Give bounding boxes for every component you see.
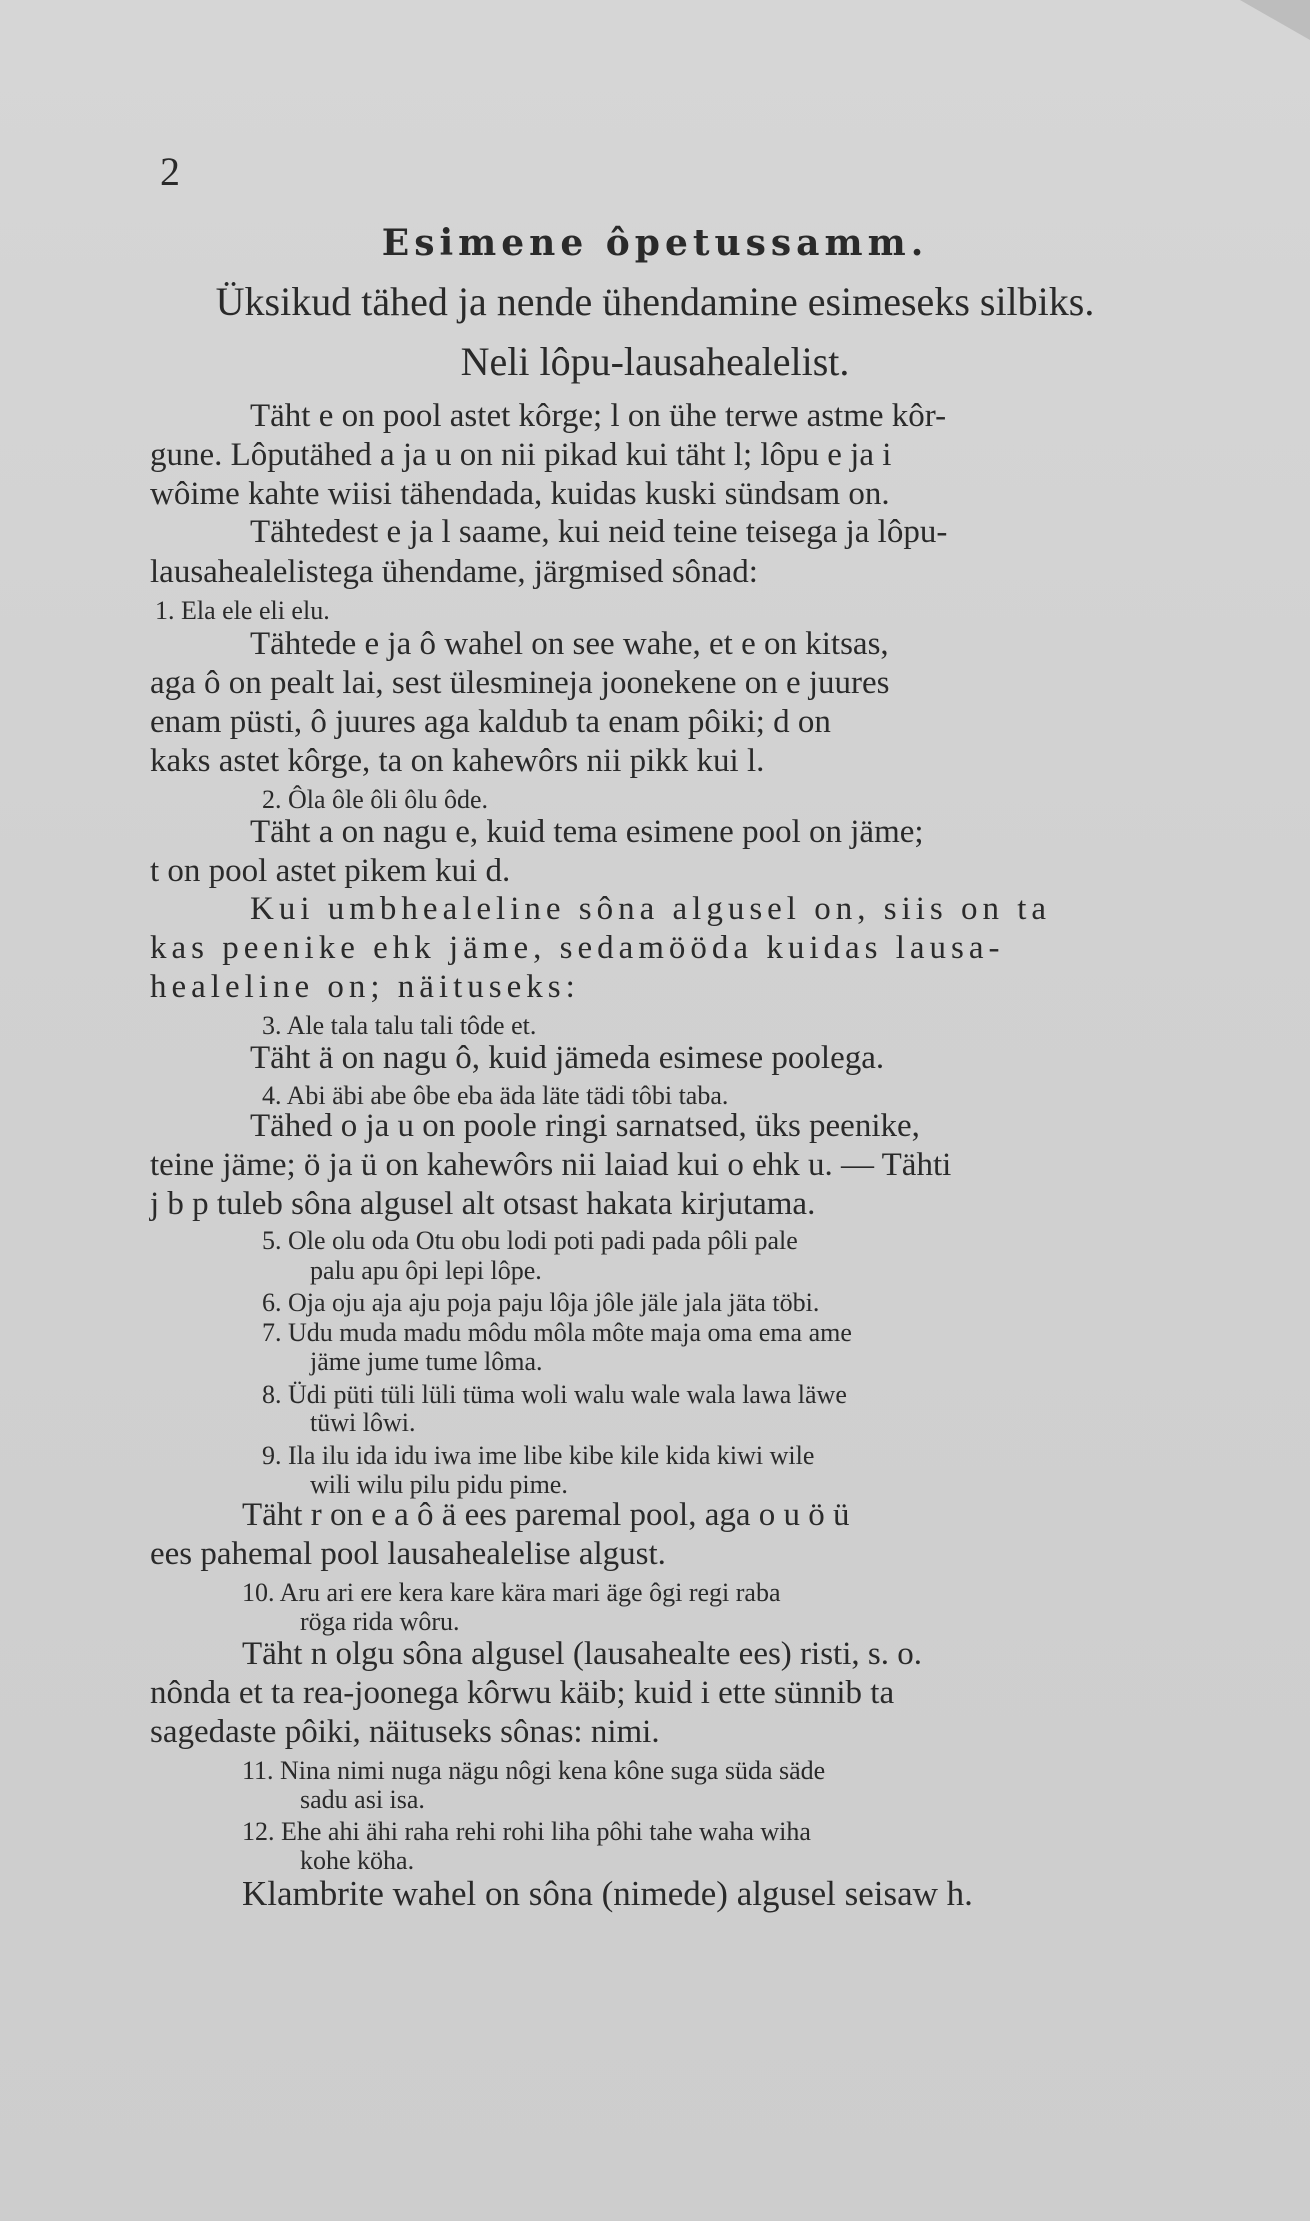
text-line: kas peenike ehk jäme, sedamööda kuidas lausa-: [150, 930, 1005, 966]
text-line: Täht e on pool astet kôrge; l on ühe terwe astme kôr-: [250, 398, 947, 434]
example-line: 3. Ale tala talu tali tôde et.: [262, 1011, 537, 1040]
text-line: t on pool astet pikem kui d.: [150, 853, 511, 889]
text-line: nônda et ta rea-joonega kôrwu käib; kuid i ette sünnib ta: [150, 1675, 895, 1711]
example-line: palu apu ôpi lepi lôpe.: [310, 1256, 542, 1285]
lesson-title: Esimene ôpetussamm.: [381, 222, 929, 264]
example-line: 4. Abi äbi abe ôbe eba äda läte tädi tôbi taba.: [262, 1081, 729, 1110]
text-line: teine jäme; ö ja ü on kahewôrs nii laiad kui o ehk u. — Tähti: [150, 1147, 952, 1183]
example-line: 1. Ela ele eli elu.: [155, 596, 330, 625]
text-line: aga ô on pealt lai, sest ülesmineja joonekene on e juures: [150, 665, 890, 701]
text-line: gune. Lôputähed a ja u on nii pikad kui täht l; lôpu e ja i: [150, 437, 892, 473]
text-line: Tähed o ja u on poole ringi sarnatsed, üks peenike,: [250, 1108, 920, 1144]
text-line: enam püsti, ô juures aga kaldub ta enam pôiki; d on: [150, 704, 831, 740]
page-number: 2: [160, 149, 180, 194]
example-line: sadu asi isa.: [300, 1785, 425, 1814]
example-line: 6. Oja oju aja aju poja paju lôja jôle jäle jala jäta töbi.: [262, 1288, 820, 1317]
text-line: lausahealelistega ühendame, järgmised sônad:: [150, 554, 758, 590]
text-line: Täht ä on nagu ô, kuid jämeda esimese poolega.: [250, 1040, 885, 1076]
example-line: 5. Ole olu oda Otu obu lodi poti padi pada pôli pale: [262, 1226, 798, 1255]
text-line: Täht r on e a ô ä ees paremal pool, aga o u ö ü: [242, 1497, 850, 1533]
example-line: kohe köha.: [300, 1846, 415, 1875]
example-line: 12. Ehe ahi ähi raha rehi rohi liha pôhi tahe waha wiha: [242, 1817, 811, 1846]
text-line: ees pahemal pool lausahealelise algust.: [150, 1536, 666, 1572]
example-line: 7. Udu muda madu môdu môla môte maja oma ema ame: [262, 1318, 852, 1347]
text-line: Tähtedest e ja l saame, kui neid teine teisega ja lôpu-: [250, 514, 948, 550]
text-line: Täht n olgu sôna algusel (lausahealte ees) risti, s. o.: [242, 1636, 922, 1672]
example-line: 11. Nina nimi nuga nägu nôgi kena kône suga süda säde: [242, 1756, 826, 1785]
text-line: Klambrite wahel on sôna (nimede) algusel seisaw h.: [242, 1874, 973, 1913]
example-line: 2. Ôla ôle ôli ôlu ôde.: [262, 785, 489, 814]
lesson-subtitle-2: Neli lôpu-lausahealelist.: [460, 339, 850, 384]
text-line: healeline on; näituseks:: [150, 969, 580, 1005]
example-line: 10. Aru ari ere kera kare kära mari äge ôgi regi raba: [242, 1578, 781, 1607]
example-line: 8. Üdi püti tüli lüli tüma woli walu wale wala lawa läwe: [262, 1380, 847, 1409]
example-line: 9. Ila ilu ida idu iwa ime libe kibe kile kida kiwi wile: [262, 1441, 815, 1470]
lesson-subtitle-1: Üksikud tähed ja nende ühendamine esimeseks silbiks.: [215, 279, 1095, 324]
text-line: sagedaste pôiki, näituseks sônas: nimi.: [150, 1714, 660, 1750]
example-line: wili wilu pilu pidu pime.: [310, 1470, 568, 1499]
example-line: tüwi lôwi.: [310, 1408, 416, 1437]
text-line: wôime kahte wiisi tähendada, kuidas kuski sündsam on.: [150, 476, 890, 512]
text-line: Täht a on nagu e, kuid tema esimene pool on jäme;: [250, 814, 924, 850]
example-line: jäme jume tume lôma.: [310, 1347, 543, 1376]
text-line: Kui umbhealeline sôna algusel on, siis on ta: [250, 891, 1052, 927]
text-line: kaks astet kôrge, ta on kahewôrs nii pikk kui l.: [150, 743, 765, 779]
text-line: Tähtede e ja ô wahel on see wahe, et e on kitsas,: [250, 626, 889, 662]
page-corner-shadow: [1240, 0, 1310, 40]
text-line: j b p tuleb sôna algusel alt otsast hakata kirjutama.: [150, 1186, 816, 1222]
example-line: röga rida wôru.: [300, 1607, 460, 1636]
